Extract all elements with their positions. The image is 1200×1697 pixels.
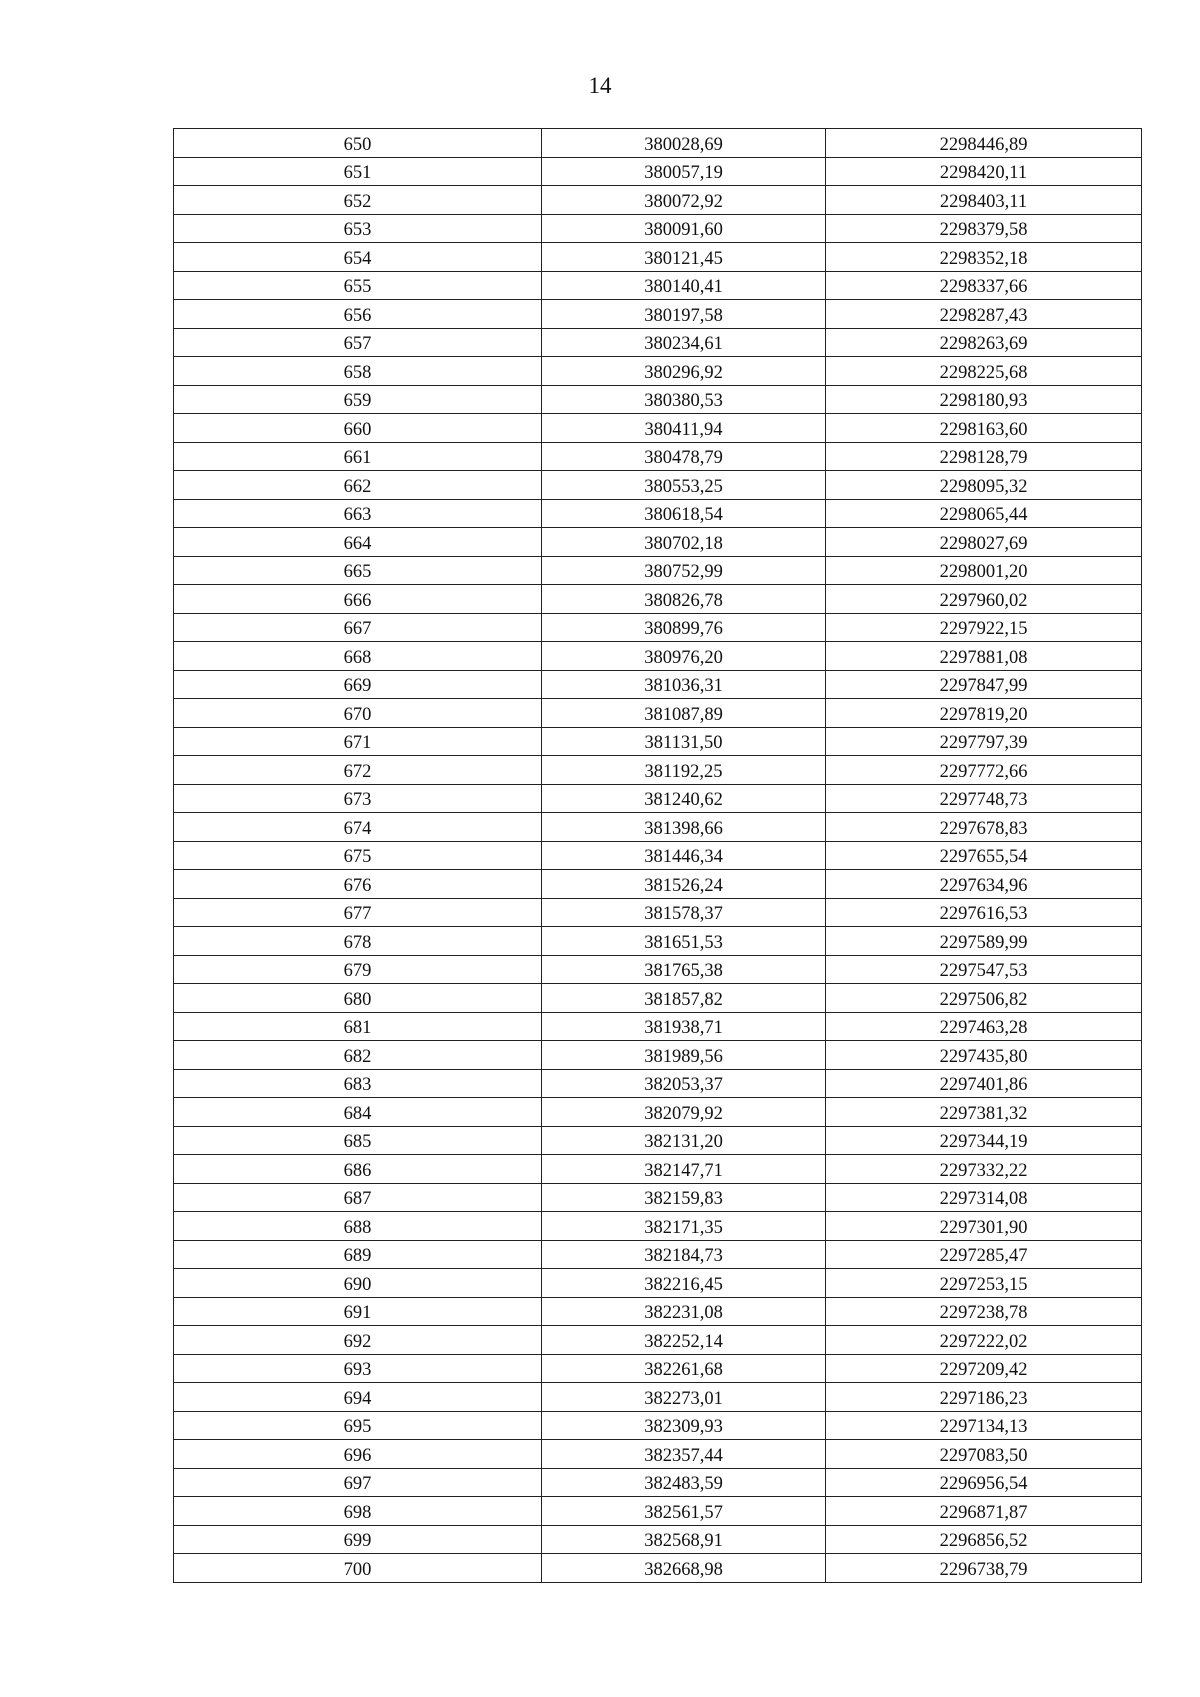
- point-number-cell: 679: [174, 955, 542, 984]
- point-number-cell: 683: [174, 1069, 542, 1098]
- point-number-cell: 687: [174, 1183, 542, 1212]
- table-row: [174, 357, 1142, 386]
- table-row: [174, 528, 1142, 557]
- y-coordinate-cell: 2297678,83: [826, 813, 1142, 842]
- y-coordinate-cell: 2297344,19: [826, 1126, 1142, 1155]
- point-number-cell: 659: [174, 385, 542, 414]
- x-coordinate-cell: 382216,45: [542, 1269, 826, 1298]
- x-coordinate-cell: 380057,19: [542, 157, 826, 186]
- point-number-cell: 686: [174, 1155, 542, 1184]
- point-number-cell: 669: [174, 670, 542, 699]
- table-row: [174, 1297, 1142, 1326]
- y-coordinate-cell: 2298095,32: [826, 471, 1142, 500]
- x-coordinate-cell: 382483,59: [542, 1468, 826, 1497]
- point-number-cell: 665: [174, 556, 542, 585]
- point-number-cell: 684: [174, 1098, 542, 1127]
- table-row: [174, 385, 1142, 414]
- y-coordinate-cell: 2298225,68: [826, 357, 1142, 386]
- y-coordinate-cell: 2296738,79: [826, 1554, 1142, 1583]
- x-coordinate-cell: 380478,79: [542, 442, 826, 471]
- y-coordinate-cell: 2297186,23: [826, 1383, 1142, 1412]
- table-row: [174, 243, 1142, 272]
- point-number-cell: 674: [174, 813, 542, 842]
- y-coordinate-cell: 2297960,02: [826, 585, 1142, 614]
- y-coordinate-cell: 2297285,47: [826, 1240, 1142, 1269]
- point-number-cell: 658: [174, 357, 542, 386]
- point-number-cell: 692: [174, 1326, 542, 1355]
- y-coordinate-cell: 2298352,18: [826, 243, 1142, 272]
- point-number-cell: 677: [174, 898, 542, 927]
- table-row: [174, 1098, 1142, 1127]
- y-coordinate-cell: 2297819,20: [826, 699, 1142, 728]
- table-row: [174, 1525, 1142, 1554]
- x-coordinate-cell: 382159,83: [542, 1183, 826, 1212]
- table-row: [174, 414, 1142, 443]
- point-number-cell: 668: [174, 642, 542, 671]
- y-coordinate-cell: 2297634,96: [826, 870, 1142, 899]
- table-row: [174, 841, 1142, 870]
- y-coordinate-cell: 2298379,58: [826, 214, 1142, 243]
- y-coordinate-cell: 2298420,11: [826, 157, 1142, 186]
- x-coordinate-cell: 381651,53: [542, 927, 826, 956]
- point-number-cell: 688: [174, 1212, 542, 1241]
- y-coordinate-cell: 2297332,22: [826, 1155, 1142, 1184]
- table-row: [174, 927, 1142, 956]
- table-row: [174, 442, 1142, 471]
- point-number-cell: 667: [174, 613, 542, 642]
- x-coordinate-cell: 382357,44: [542, 1440, 826, 1469]
- table-row: [174, 670, 1142, 699]
- table-row: [174, 1440, 1142, 1469]
- x-coordinate-cell: 380091,60: [542, 214, 826, 243]
- y-coordinate-cell: 2298163,60: [826, 414, 1142, 443]
- point-number-cell: 662: [174, 471, 542, 500]
- point-number-cell: 685: [174, 1126, 542, 1155]
- y-coordinate-cell: 2298001,20: [826, 556, 1142, 585]
- table-row: [174, 328, 1142, 357]
- y-coordinate-cell: 2296856,52: [826, 1525, 1142, 1554]
- table-row: [174, 1183, 1142, 1212]
- point-number-cell: 650: [174, 129, 542, 158]
- y-coordinate-cell: 2297655,54: [826, 841, 1142, 870]
- x-coordinate-cell: 382171,35: [542, 1212, 826, 1241]
- x-coordinate-cell: 381765,38: [542, 955, 826, 984]
- table-row: [174, 784, 1142, 813]
- table-row: [174, 1354, 1142, 1383]
- y-coordinate-cell: 2297616,53: [826, 898, 1142, 927]
- x-coordinate-cell: 382147,71: [542, 1155, 826, 1184]
- table-row: [174, 1497, 1142, 1526]
- y-coordinate-cell: 2297134,13: [826, 1411, 1142, 1440]
- point-number-cell: 670: [174, 699, 542, 728]
- x-coordinate-cell: 381857,82: [542, 984, 826, 1013]
- y-coordinate-cell: 2298287,43: [826, 300, 1142, 329]
- point-number-cell: 694: [174, 1383, 542, 1412]
- table-row: [174, 585, 1142, 614]
- x-coordinate-cell: 380234,61: [542, 328, 826, 357]
- table-row: [174, 1240, 1142, 1269]
- point-number-cell: 653: [174, 214, 542, 243]
- table-row: [174, 1041, 1142, 1070]
- table-row: [174, 1326, 1142, 1355]
- y-coordinate-cell: 2298337,66: [826, 271, 1142, 300]
- y-coordinate-cell: 2298446,89: [826, 129, 1142, 158]
- table-row: [174, 214, 1142, 243]
- table-row: [174, 1155, 1142, 1184]
- table-row: [174, 699, 1142, 728]
- x-coordinate-cell: 382561,57: [542, 1497, 826, 1526]
- table-row: [174, 1126, 1142, 1155]
- point-number-cell: 699: [174, 1525, 542, 1554]
- point-number-cell: 689: [174, 1240, 542, 1269]
- point-number-cell: 660: [174, 414, 542, 443]
- x-coordinate-cell: 380411,94: [542, 414, 826, 443]
- x-coordinate-cell: 380296,92: [542, 357, 826, 386]
- y-coordinate-cell: 2297797,39: [826, 727, 1142, 756]
- x-coordinate-cell: 381240,62: [542, 784, 826, 813]
- x-coordinate-cell: 381989,56: [542, 1041, 826, 1070]
- point-number-cell: 696: [174, 1440, 542, 1469]
- table-row: [174, 300, 1142, 329]
- table-row: [174, 1012, 1142, 1041]
- y-coordinate-cell: 2297772,66: [826, 756, 1142, 785]
- table-row: [174, 186, 1142, 215]
- x-coordinate-cell: 381087,89: [542, 699, 826, 728]
- point-number-cell: 675: [174, 841, 542, 870]
- x-coordinate-cell: 380976,20: [542, 642, 826, 671]
- y-coordinate-cell: 2297922,15: [826, 613, 1142, 642]
- x-coordinate-cell: 381131,50: [542, 727, 826, 756]
- x-coordinate-cell: 382309,93: [542, 1411, 826, 1440]
- x-coordinate-cell: 380702,18: [542, 528, 826, 557]
- point-number-cell: 682: [174, 1041, 542, 1070]
- y-coordinate-cell: 2297401,86: [826, 1069, 1142, 1098]
- x-coordinate-cell: 382053,37: [542, 1069, 826, 1098]
- y-coordinate-cell: 2297381,32: [826, 1098, 1142, 1127]
- y-coordinate-cell: 2296956,54: [826, 1468, 1142, 1497]
- y-coordinate-cell: 2297301,90: [826, 1212, 1142, 1241]
- table-row: [174, 955, 1142, 984]
- table-row: [174, 1554, 1142, 1583]
- x-coordinate-cell: 381578,37: [542, 898, 826, 927]
- point-number-cell: 680: [174, 984, 542, 1013]
- point-number-cell: 656: [174, 300, 542, 329]
- x-coordinate-cell: 380121,45: [542, 243, 826, 272]
- point-number-cell: 672: [174, 756, 542, 785]
- point-number-cell: 666: [174, 585, 542, 614]
- x-coordinate-cell: 382184,73: [542, 1240, 826, 1269]
- y-coordinate-cell: 2298403,11: [826, 186, 1142, 215]
- x-coordinate-cell: 380752,99: [542, 556, 826, 585]
- y-coordinate-cell: 2297748,73: [826, 784, 1142, 813]
- point-number-cell: 663: [174, 499, 542, 528]
- y-coordinate-cell: 2298027,69: [826, 528, 1142, 557]
- y-coordinate-cell: 2298128,79: [826, 442, 1142, 471]
- table-row: [174, 756, 1142, 785]
- table-row: [174, 1269, 1142, 1298]
- point-number-cell: 695: [174, 1411, 542, 1440]
- table-row: [174, 1468, 1142, 1497]
- y-coordinate-cell: 2297435,80: [826, 1041, 1142, 1070]
- x-coordinate-cell: 381036,31: [542, 670, 826, 699]
- x-coordinate-cell: 381938,71: [542, 1012, 826, 1041]
- table-row: [174, 556, 1142, 585]
- y-coordinate-cell: 2297209,42: [826, 1354, 1142, 1383]
- table-row: [174, 1411, 1142, 1440]
- y-coordinate-cell: 2297547,53: [826, 955, 1142, 984]
- coordinates-table-body: [174, 129, 1142, 1583]
- table-row: [174, 157, 1142, 186]
- point-number-cell: 681: [174, 1012, 542, 1041]
- point-number-cell: 693: [174, 1354, 542, 1383]
- y-coordinate-cell: 2297506,82: [826, 984, 1142, 1013]
- table-row: [174, 813, 1142, 842]
- x-coordinate-cell: 380826,78: [542, 585, 826, 614]
- point-number-cell: 664: [174, 528, 542, 557]
- point-number-cell: 673: [174, 784, 542, 813]
- point-number-cell: 700: [174, 1554, 542, 1583]
- point-number-cell: 661: [174, 442, 542, 471]
- x-coordinate-cell: 382568,91: [542, 1525, 826, 1554]
- x-coordinate-cell: 382668,98: [542, 1554, 826, 1583]
- y-coordinate-cell: 2297847,99: [826, 670, 1142, 699]
- y-coordinate-cell: 2297589,99: [826, 927, 1142, 956]
- table-row: [174, 613, 1142, 642]
- x-coordinate-cell: 381446,34: [542, 841, 826, 870]
- table-row: [174, 129, 1142, 158]
- x-coordinate-cell: 380028,69: [542, 129, 826, 158]
- x-coordinate-cell: 380618,54: [542, 499, 826, 528]
- point-number-cell: 698: [174, 1497, 542, 1526]
- table-row: [174, 271, 1142, 300]
- y-coordinate-cell: 2297881,08: [826, 642, 1142, 671]
- point-number-cell: 676: [174, 870, 542, 899]
- y-coordinate-cell: 2297222,02: [826, 1326, 1142, 1355]
- x-coordinate-cell: 380197,58: [542, 300, 826, 329]
- y-coordinate-cell: 2298180,93: [826, 385, 1142, 414]
- coordinates-table: [173, 128, 1142, 1583]
- x-coordinate-cell: 380553,25: [542, 471, 826, 500]
- point-number-cell: 671: [174, 727, 542, 756]
- x-coordinate-cell: 382273,01: [542, 1383, 826, 1412]
- table-row: [174, 898, 1142, 927]
- table-row: [174, 642, 1142, 671]
- point-number-cell: 652: [174, 186, 542, 215]
- x-coordinate-cell: 382252,14: [542, 1326, 826, 1355]
- y-coordinate-cell: 2296871,87: [826, 1497, 1142, 1526]
- x-coordinate-cell: 380072,92: [542, 186, 826, 215]
- page-number: 14: [588, 73, 612, 98]
- point-number-cell: 651: [174, 157, 542, 186]
- x-coordinate-cell: 382231,08: [542, 1297, 826, 1326]
- point-number-cell: 678: [174, 927, 542, 956]
- y-coordinate-cell: 2297083,50: [826, 1440, 1142, 1469]
- x-coordinate-cell: 381192,25: [542, 756, 826, 785]
- table-row: [174, 1383, 1142, 1412]
- y-coordinate-cell: 2298263,69: [826, 328, 1142, 357]
- point-number-cell: 657: [174, 328, 542, 357]
- point-number-cell: 690: [174, 1269, 542, 1298]
- x-coordinate-cell: 380899,76: [542, 613, 826, 642]
- point-number-cell: 697: [174, 1468, 542, 1497]
- y-coordinate-cell: 2298065,44: [826, 499, 1142, 528]
- point-number-cell: 655: [174, 271, 542, 300]
- table-row: [174, 870, 1142, 899]
- x-coordinate-cell: 381398,66: [542, 813, 826, 842]
- x-coordinate-cell: 380380,53: [542, 385, 826, 414]
- table-row: [174, 471, 1142, 500]
- y-coordinate-cell: 2297238,78: [826, 1297, 1142, 1326]
- y-coordinate-cell: 2297253,15: [826, 1269, 1142, 1298]
- x-coordinate-cell: 380140,41: [542, 271, 826, 300]
- table-row: [174, 984, 1142, 1013]
- point-number-cell: 654: [174, 243, 542, 272]
- y-coordinate-cell: 2297463,28: [826, 1012, 1142, 1041]
- x-coordinate-cell: 382079,92: [542, 1098, 826, 1127]
- table-row: [174, 1069, 1142, 1098]
- x-coordinate-cell: 382261,68: [542, 1354, 826, 1383]
- point-number-cell: 691: [174, 1297, 542, 1326]
- table-row: [174, 499, 1142, 528]
- x-coordinate-cell: 381526,24: [542, 870, 826, 899]
- table-row: [174, 1212, 1142, 1241]
- x-coordinate-cell: 382131,20: [542, 1126, 826, 1155]
- y-coordinate-cell: 2297314,08: [826, 1183, 1142, 1212]
- table-row: [174, 727, 1142, 756]
